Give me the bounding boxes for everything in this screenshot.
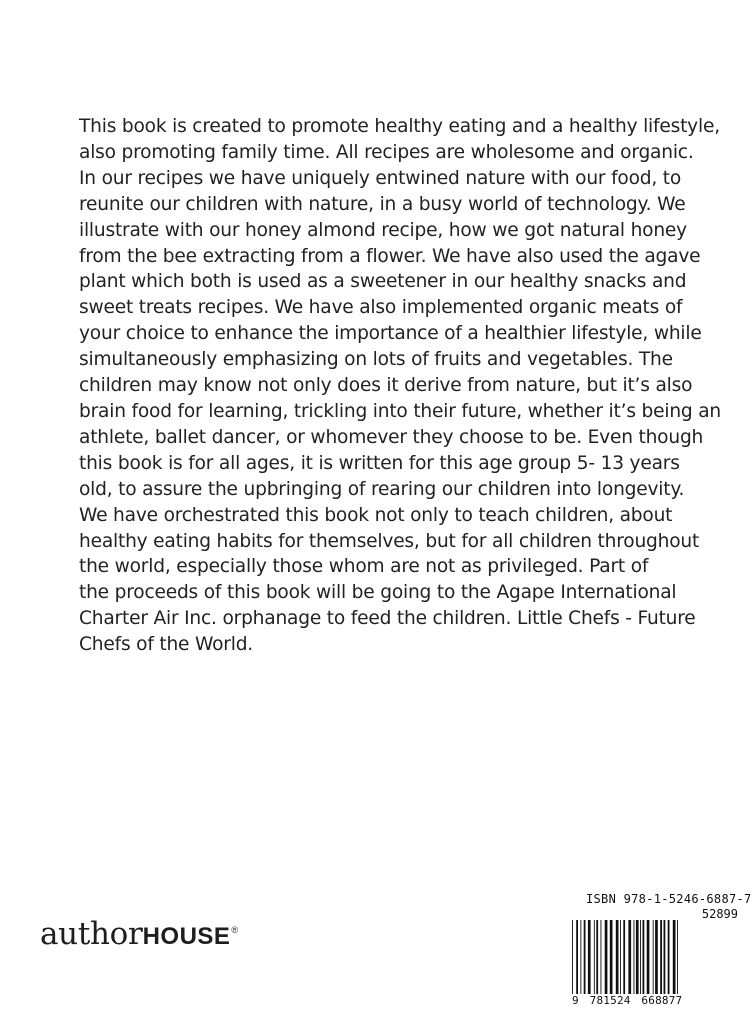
blurb-line: this book is for all ages, it is written for this age group 5- 13 years bbox=[79, 452, 680, 474]
isbn-barcode bbox=[570, 887, 752, 1012]
logo-author-text: author bbox=[40, 916, 143, 952]
blurb-line: athlete, ballet dancer, or whomever they choose to be. Even though bbox=[79, 426, 704, 448]
isbn-number: ISBN 978-1-5246-6887-7 bbox=[586, 892, 752, 906]
blurb-line: illustrate with our honey almond recipe, how we got natural honey bbox=[79, 219, 687, 241]
blurb-line: This book is created to promote healthy eating and a healthy lifestyle, bbox=[79, 116, 720, 137]
back-cover-blurb bbox=[79, 114, 739, 658]
blurb-line: reunite our children with nature, in a busy world of technology. We bbox=[79, 193, 686, 215]
barcode-bars bbox=[570, 920, 740, 1000]
logo-house-text: HOUSE bbox=[142, 923, 231, 950]
price-code: 52899 bbox=[701, 907, 738, 921]
registered-mark: ® bbox=[231, 925, 239, 935]
blurb-line: the world, especially those whom are not as privileged. Part of bbox=[79, 556, 649, 578]
blurb-line: the proceeds of this book will be going to the Agape International bbox=[79, 582, 677, 604]
ean-left-group: 781524 bbox=[589, 994, 631, 1007]
ean-first-digit: 9 bbox=[572, 994, 579, 1007]
blurb-line: your choice to enhance the importance of a healthier lifestyle, while bbox=[79, 323, 702, 345]
blurb-line: plant which both is used as a sweetener in our healthy snacks and bbox=[79, 271, 687, 293]
blurb-line: brain food for learning, trickling into their future, whether it’s being an bbox=[79, 400, 722, 422]
blurb-line: Chefs of the World. bbox=[79, 634, 254, 656]
blurb-line: simultaneously emphasizing on lots of fruits and vegetables. The bbox=[79, 349, 673, 371]
ean-digits bbox=[570, 994, 740, 1007]
blurb-line: from the bee extracting from a flower. We have also used the agave bbox=[79, 245, 701, 267]
blurb-line: also promoting family time. All recipes are wholesome and organic. bbox=[79, 141, 694, 163]
blurb-line: old, to assure the upbringing of rearing our children into longevity. bbox=[79, 478, 685, 500]
blurb-line: children may know not only does it derive from nature, but it’s also bbox=[79, 375, 693, 397]
blurb-line: sweet treats recipes. We have also implemented organic meats of bbox=[79, 297, 683, 319]
publisher-logo bbox=[40, 916, 239, 952]
ean-right-group: 668877 bbox=[641, 994, 683, 1007]
blurb-line: We have orchestrated this book not only to teach children, about bbox=[79, 504, 673, 526]
blurb-line: healthy eating habits for themselves, but for all children throughout bbox=[79, 530, 700, 552]
blurb-line: Charter Air Inc. orphanage to feed the children. Little Chefs - Future bbox=[79, 608, 696, 630]
blurb-line: In our recipes we have uniquely entwined nature with our food, to bbox=[79, 167, 682, 189]
